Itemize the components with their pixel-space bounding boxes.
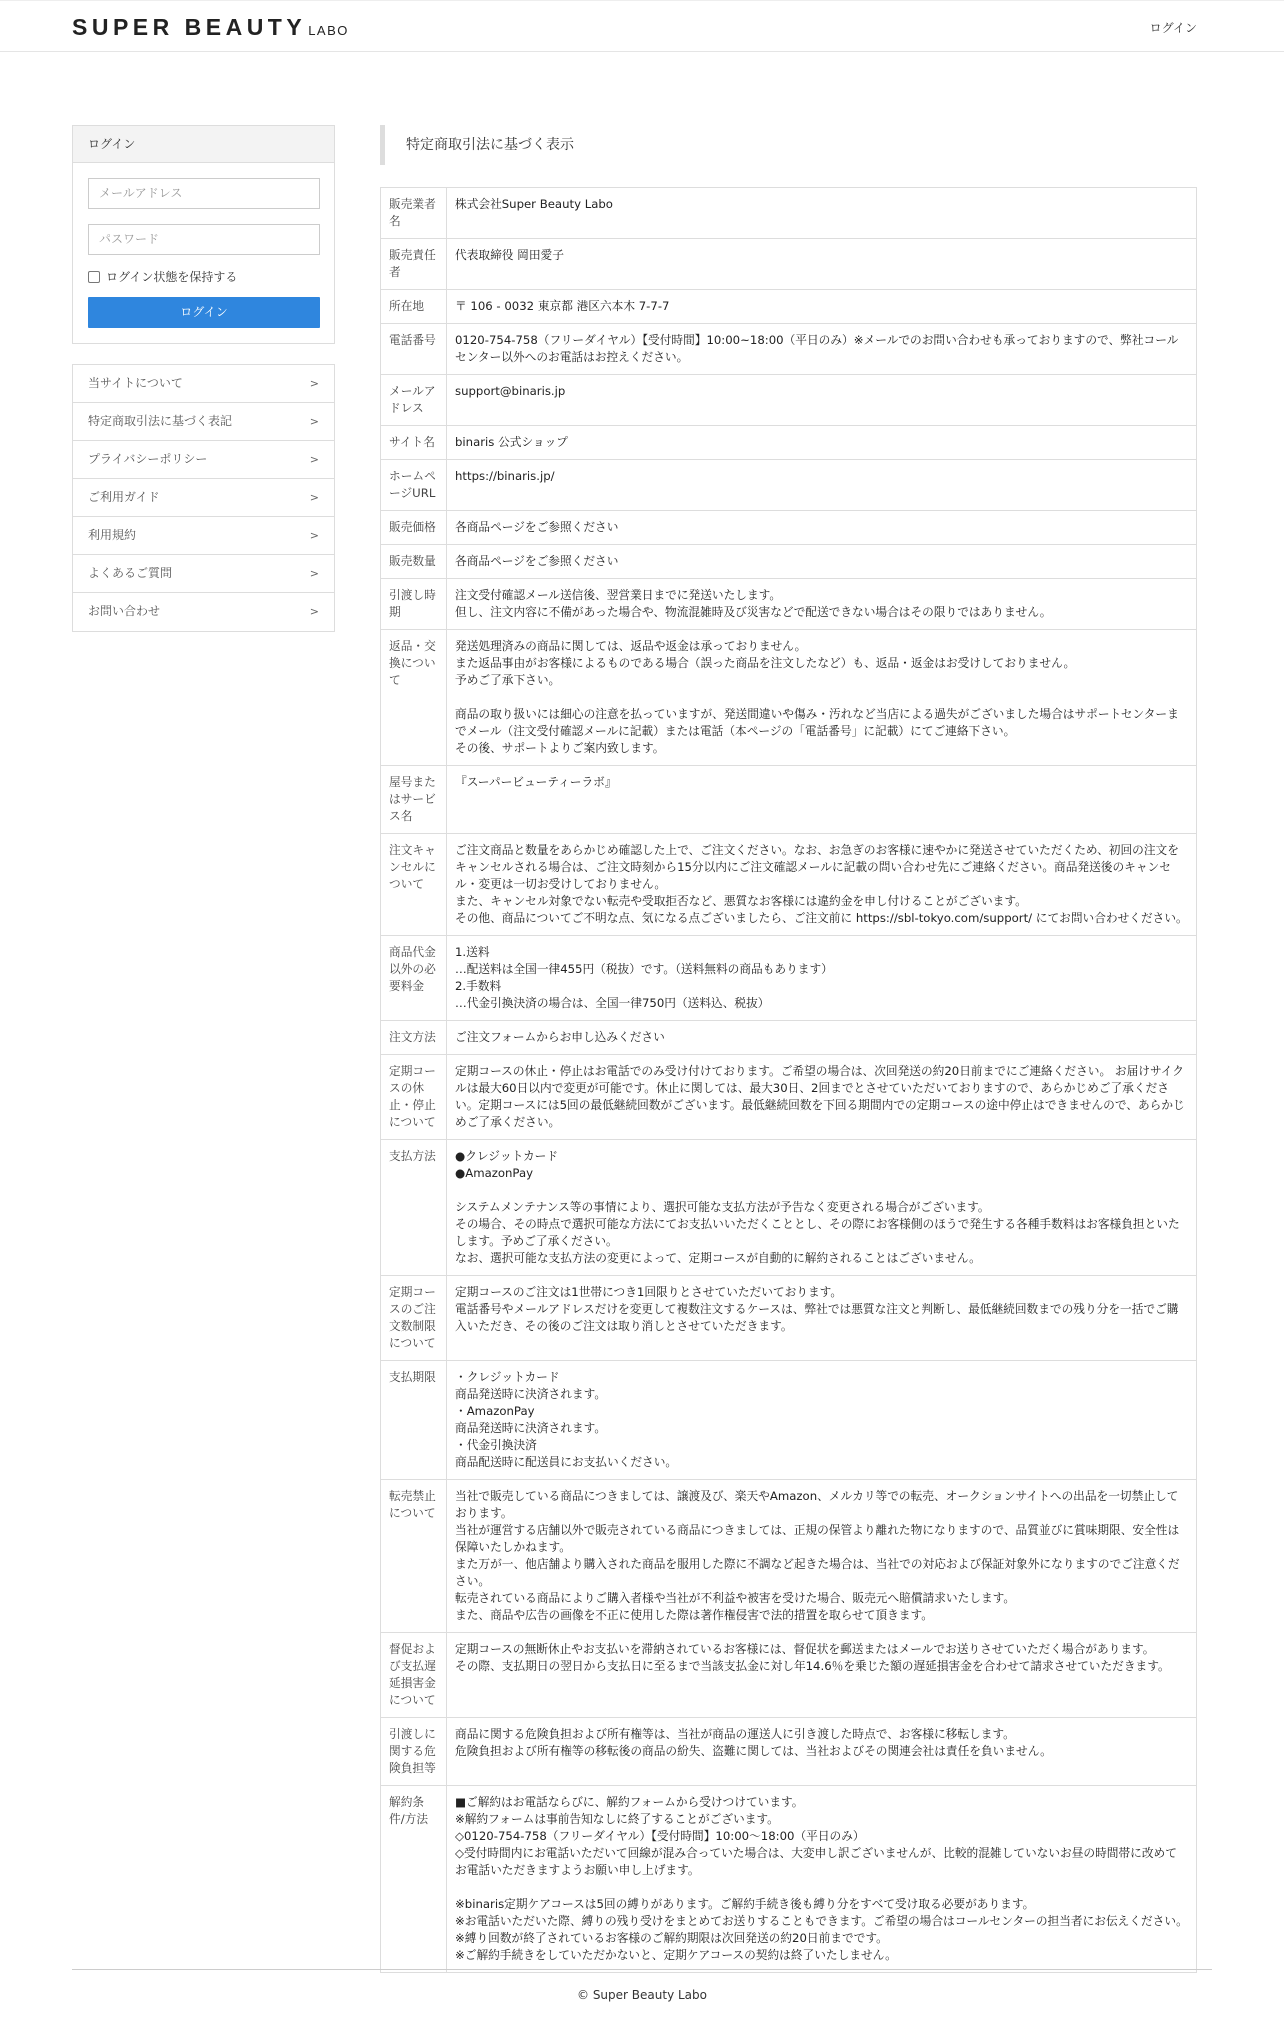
table-row xyxy=(381,1140,1197,1276)
row-value: ご注文フォームからお申し込みください xyxy=(447,1021,1197,1055)
chevron-right-icon: > xyxy=(309,529,319,542)
keep-login-row xyxy=(88,268,319,285)
row-label: 定期コースのご注文数制限について xyxy=(381,1276,447,1361)
table-row xyxy=(381,239,1197,290)
row-label: 転売禁止について xyxy=(381,1480,447,1633)
email-input[interactable]: メールアドレス xyxy=(88,178,320,209)
row-value: ■ご解約はお電話ならびに、解約フォームから受けつけています。 ※解約フォームは事前告知なしに終了することがございます。 ◇0120-754-758（フリーダイヤル）【受付時間】10:00〜18:00（平日のみ） ◇受付時間内にお電話いただいて回線が混み合っていた場合は、大変申し訳ございませんが、比較的混雑していないお昼の時間帯に改めてお電話いただきますようお願い申し上げます。 ※binaris定期ケアコースは5回の縛りがあります。ご解約手続き後も縛り分をすべて受け取る必要があります。 ※お電話いただいた際、縛りの残り受けをまとめてお送りすることもできます。ご希望の場合はコールセンターの担当者にお伝えください。 ※縛り回数が終了されているお客様のご解約期限は次回発送の約20日前までです。 ※ご解約手続きをしていただかないと、定期ケアコースの契約は終了いたしません。 xyxy=(447,1786,1197,1973)
row-value: 1.送料 …配送料は全国一律455円（税抜）です。（送料無料の商品もあります） 2.手数料 …代金引換決済の場合は、全国一律750円（送料込、税抜） xyxy=(447,936,1197,1021)
table-row xyxy=(381,1480,1197,1633)
row-label: ホームページURL xyxy=(381,460,447,511)
sidebar-nav-label: 利用規約 xyxy=(88,528,137,542)
row-value: binaris 公式ショップ xyxy=(447,426,1197,460)
row-value: support@binaris.jp xyxy=(447,375,1197,426)
row-value: 0120-754-758（フリーダイヤル）【受付時間】10:00~18:00（平日のみ）※メールでのお問い合わせも承っておりますので、弊社コールセンター以外へのお電話はお控えください。 xyxy=(447,324,1197,375)
table-row xyxy=(381,1718,1197,1786)
row-label: 注文方法 xyxy=(381,1021,447,1055)
table-row xyxy=(381,1055,1197,1140)
footer-divider xyxy=(72,1969,1212,1970)
row-label: 電話番号 xyxy=(381,324,447,375)
table-row xyxy=(381,834,1197,936)
row-label: 販売責任者 xyxy=(381,239,447,290)
table-row xyxy=(381,290,1197,324)
table-row xyxy=(381,460,1197,511)
site-logo[interactable] xyxy=(72,14,349,41)
row-value: 当社で販売している商品につきましては、譲渡及び、楽天やAmazon、メルカリ等での転売、オークションサイトへの出品を一切禁止しております。 当社が運営する店舗以外で販売されている商品につきましては、正規の保管より離れた物になりますので、品質並びに賞味期限、安全性は保障いたしかねます。 また万が一、他店舗より購入された商品を服用した際に不調など起きた場合は、当社での対応および保証対象外になりますのでご注意ください。 転売されている商品によりご購入者様や当社が不利益や被害を受けた場合、販売元へ賠償請求いたします。 また、商品や広告の画像を不正に使用した際は著作権侵害で法的措置を取らせて頂きます。 xyxy=(447,1480,1197,1633)
row-label: 返品・交換について xyxy=(381,630,447,766)
sidebar-nav-item[interactable] xyxy=(73,593,334,631)
copyright: © Super Beauty Labo xyxy=(577,1988,707,2002)
row-label: 商品代金以外の必要料金 xyxy=(381,936,447,1021)
table-row xyxy=(381,579,1197,630)
sidebar xyxy=(72,125,335,632)
table-row xyxy=(381,1276,1197,1361)
table-row xyxy=(381,188,1197,239)
table-row xyxy=(381,936,1197,1021)
row-value: ご注文商品と数量をあらかじめ確認した上で、ご注文ください。なお、お急ぎのお客様に速やかに発送させていただくため、初回の注文をキャンセルされる場合は、ご注文時刻から15分以内にご注文確認メールに記載の問い合わせ先にご連絡ください。商品発送後のキャンセル・変更は一切お受けしておりません。 また、キャンセル対象でない転売や受取拒否など、悪質なお客様には違約金を申し付けることがございます。 その他、商品についてご不明な点、気になる点ございましたら、ご注文前に https://sbl-tokyo.com/support/ にてお問い合わせください。 xyxy=(447,834,1197,936)
row-label: 注文キャンセルについて xyxy=(381,834,447,936)
row-label: 販売数量 xyxy=(381,545,447,579)
sidebar-nav-item[interactable] xyxy=(73,479,334,517)
row-value: https://binaris.jp/ xyxy=(447,460,1197,511)
chevron-right-icon: > xyxy=(309,453,319,466)
table-row xyxy=(381,545,1197,579)
row-value: 各商品ページをご参照ください xyxy=(447,545,1197,579)
table-row xyxy=(381,426,1197,460)
password-input[interactable]: パスワード xyxy=(88,224,320,255)
table-row xyxy=(381,1633,1197,1718)
login-button[interactable]: ログイン xyxy=(88,297,320,328)
row-label: 販売業者名 xyxy=(381,188,447,239)
sidebar-nav-item[interactable] xyxy=(73,555,334,593)
table-row xyxy=(381,1786,1197,1973)
row-label: 支払期限 xyxy=(381,1361,447,1480)
sidebar-nav-label: お問い合わせ xyxy=(88,604,161,618)
sidebar-nav-label: プライバシーポリシー xyxy=(88,452,208,466)
sidebar-nav-label: 当サイトについて xyxy=(88,376,183,390)
keep-login-checkbox[interactable] xyxy=(88,271,100,283)
row-label: サイト名 xyxy=(381,426,447,460)
sidebar-nav-item[interactable] xyxy=(73,365,334,403)
row-value: 定期コースのご注文は1世帯につき1回限りとさせていただいております。 電話番号やメールアドレスだけを変更して複数注文するケースは、弊社では悪質な注文と判断し、最低継続回数までの残り分を一括でご購入いただき、その後のご注文は取り消しとさせていただきます。 xyxy=(447,1276,1197,1361)
chevron-right-icon: > xyxy=(309,567,319,580)
chevron-right-icon: > xyxy=(309,491,319,504)
row-label: 定期コースの休止・停止について xyxy=(381,1055,447,1140)
header-login-link[interactable]: ログイン xyxy=(1149,21,1197,35)
row-value: 各商品ページをご参照ください xyxy=(447,511,1197,545)
row-value: 代表取締役 岡田愛子 xyxy=(447,239,1197,290)
table-row xyxy=(381,1021,1197,1055)
row-value: 注文受付確認メール送信後、翌営業日までに発送いたします。 但し、注文内容に不備があった場合や、物流混雑時及び災害などで配送できない場合はその限りではありません。 xyxy=(447,579,1197,630)
table-row xyxy=(381,324,1197,375)
row-value: 株式会社Super Beauty Labo xyxy=(447,188,1197,239)
row-label: 所在地 xyxy=(381,290,447,324)
sidebar-nav-item[interactable] xyxy=(73,403,334,441)
row-label: 屋号またはサービス名 xyxy=(381,766,447,834)
row-label: 販売価格 xyxy=(381,511,447,545)
commerce-law-table xyxy=(380,187,1197,1973)
table-row xyxy=(381,1361,1197,1480)
sidebar-nav-item[interactable] xyxy=(73,441,334,479)
logo-main-text: SUPER BEAUTY xyxy=(72,14,307,40)
row-value: 〒 106 - 0032 東京都 港区六本木 7-7-7 xyxy=(447,290,1197,324)
chevron-right-icon: > xyxy=(309,605,319,618)
row-value: 商品に関する危険負担および所有権等は、当社が商品の運送人に引き渡した時点で、お客様に移転します。 危険負担および所有権等の移転後の商品の紛失、盗難に関しては、当社およびその関連会社は責任を負いません。 xyxy=(447,1718,1197,1786)
row-label: 引渡し時期 xyxy=(381,579,447,630)
logo-sub-text: LABO xyxy=(308,23,349,38)
keep-login-label[interactable]: ログイン状態を保持する xyxy=(106,270,238,284)
row-label: 督促および支払遅延損害金について xyxy=(381,1633,447,1718)
table-row xyxy=(381,375,1197,426)
row-label: メールアドレス xyxy=(381,375,447,426)
table-row xyxy=(381,630,1197,766)
main-content xyxy=(380,125,1197,1973)
chevron-right-icon: > xyxy=(309,377,319,390)
sidebar-nav-label: ご利用ガイド xyxy=(88,490,160,504)
row-value: ●クレジットカード ●AmazonPay システムメンテナンス等の事情により、選択可能な支払方法が予告なく変更される場合がございます。 その場合、その時点で選択可能な方法にてお支払いいただくこととし、その際にお客様側のほうで発生する各種手数料はお客様負担といたします。予めご了承ください。 なお、選択可能な支払方法の変更によって、定期コースが自動的に解約されることはございません。 xyxy=(447,1140,1197,1276)
sidebar-nav-label: よくあるご質問 xyxy=(88,566,173,580)
chevron-right-icon: > xyxy=(309,415,319,428)
login-panel-heading: ログイン xyxy=(73,126,334,163)
row-value: 定期コースの休止・停止はお電話でのみ受け付けております。ご希望の場合は、次回発送の約20日前までにご連絡ください。 お届けサイクルは最大60日以内で変更が可能です。休止に関しては、最大30日、2回までとさせていただいておりますので、あらかじめご了承ください。定期コースには5回の最低継続回数がございます。最低継続回数を下回る期間内での定期コースの途中停止はできませんので、あらかじめご了承ください。 xyxy=(447,1055,1197,1140)
row-label: 引渡しに関する危険負担等 xyxy=(381,1718,447,1786)
row-value: 定期コースの無断休止やお支払いを滞納されているお客様には、督促状を郵送またはメールでお送りさせていただく場合があります。 その際、支払期日の翌日から支払日に至るまで当該支払金に対し年14.6％を乗じた額の遅延損害金を合わせて請求させていただきます。 xyxy=(447,1633,1197,1718)
sidebar-nav xyxy=(72,364,335,632)
row-value: 発送処理済みの商品に関しては、返品や返金は承っておりません。 また返品事由がお客様によるものである場合（誤った商品を注文したなど）も、返品・返金はお受けしておりません。 予めご了承下さい。 商品の取り扱いには細心の注意を払っていますが、発送間違いや傷み・汚れなど当店による過失がございました場合はサポートセンターまでメール（注文受付確認メールに記載）または電話（本ページの「電話番号」に記載）にてご連絡下さい。 その後、サポートよりご案内致します。 xyxy=(447,630,1197,766)
table-row xyxy=(381,511,1197,545)
row-label: 支払方法 xyxy=(381,1140,447,1276)
login-panel xyxy=(72,125,335,344)
page-title: 特定商取引法に基づく表示 xyxy=(380,125,1197,165)
site-header xyxy=(0,0,1284,52)
row-value: 『スーパービューティーラボ』 xyxy=(447,766,1197,834)
row-value: ・クレジットカード 商品発送時に決済されます。 ・AmazonPay 商品発送時に決済されます。 ・代金引換決済 商品配送時に配送員にお支払いください。 xyxy=(447,1361,1197,1480)
sidebar-nav-item[interactable] xyxy=(73,517,334,555)
table-row xyxy=(381,766,1197,834)
row-label: 解約条件/方法 xyxy=(381,1786,447,1973)
sidebar-nav-label: 特定商取引法に基づく表記 xyxy=(88,414,233,428)
